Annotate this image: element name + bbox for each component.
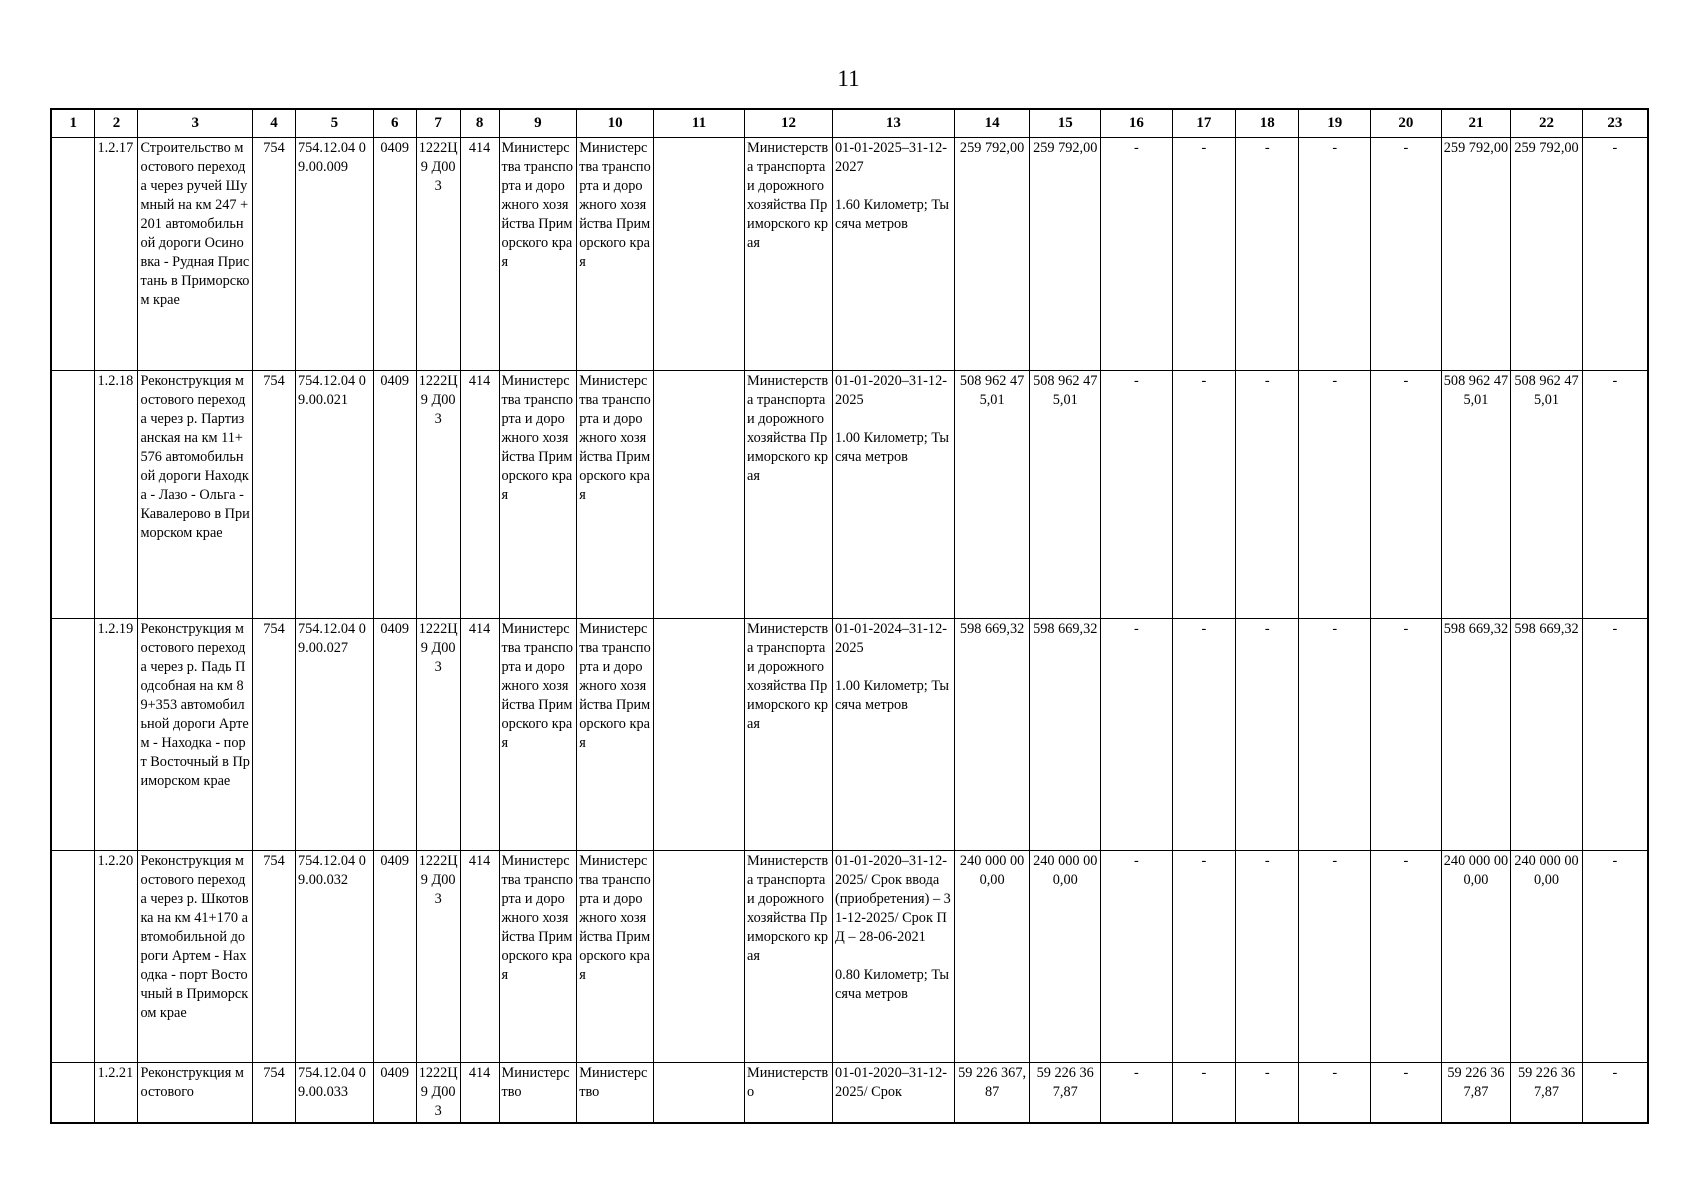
cell-col14: 240 000 000,00 bbox=[954, 851, 1030, 1063]
cell-col7: 1222Ц9 Д003 bbox=[416, 138, 460, 371]
cell-col1 bbox=[51, 1063, 95, 1124]
cell-col7: 1222Ц9 Д003 bbox=[416, 619, 460, 851]
table-row bbox=[51, 851, 1648, 1063]
cell-item-number: 1.2.17 bbox=[95, 138, 138, 371]
cell-col22: 508 962 475,01 bbox=[1511, 371, 1583, 619]
header-cell: 13 bbox=[833, 109, 955, 138]
cell-col18: - bbox=[1236, 371, 1299, 619]
cell-col23: - bbox=[1582, 619, 1648, 851]
cell-col5: 754.12.04 09.00.021 bbox=[295, 371, 373, 619]
cell-col18: - bbox=[1236, 851, 1299, 1063]
cell-col10: Министерства транспорта и дорожного хозяйства Приморского края bbox=[577, 138, 654, 371]
cell-object-name: Реконструкция мостового перехода через р. Падь Подсобная на км 89+353 автомобильной дороги Артем - Находка - порт Восточный в Приморском крае bbox=[138, 619, 253, 851]
cell-col22: 240 000 000,00 bbox=[1511, 851, 1583, 1063]
cell-col19: - bbox=[1299, 851, 1371, 1063]
header-cell: 6 bbox=[373, 109, 416, 138]
cell-col1 bbox=[51, 138, 95, 371]
header-cell: 2 bbox=[95, 109, 138, 138]
cell-col9: Министерства транспорта и дорожного хозяйства Приморского края bbox=[499, 851, 577, 1063]
cell-col8: 414 bbox=[460, 138, 499, 371]
cell-col4: 754 bbox=[253, 851, 296, 1063]
cell-col14: 598 669,32 bbox=[954, 619, 1030, 851]
cell-col17: - bbox=[1172, 851, 1235, 1063]
header-cell: 5 bbox=[295, 109, 373, 138]
cell-object-name: Реконструкция мостового перехода через р. Партизанская на км 11+576 автомобильной дороги Находка - Лазо - Ольга - Кавалерово в Приморском крае bbox=[138, 371, 253, 619]
cell-col6: 0409 bbox=[373, 851, 416, 1063]
header-cell: 21 bbox=[1441, 109, 1511, 138]
cell-col15: 598 669,32 bbox=[1030, 619, 1101, 851]
cell-col20: - bbox=[1371, 851, 1442, 1063]
header-cell: 20 bbox=[1371, 109, 1442, 138]
cell-col1 bbox=[51, 851, 95, 1063]
page-number: 11 bbox=[837, 66, 860, 91]
header-cell: 19 bbox=[1299, 109, 1371, 138]
cell-col23: - bbox=[1582, 371, 1648, 619]
cell-item-number: 1.2.19 bbox=[95, 619, 138, 851]
cell-col13: 01-01-2020–31-12-2025 1.00 Километр; Тысяча метров bbox=[833, 371, 955, 619]
cell-col6: 0409 bbox=[373, 138, 416, 371]
cell-col17: - bbox=[1172, 619, 1235, 851]
cell-col21: 598 669,32 bbox=[1441, 619, 1511, 851]
header-cell: 17 bbox=[1172, 109, 1235, 138]
cell-col5: 754.12.04 09.00.032 bbox=[295, 851, 373, 1063]
cell-col17: - bbox=[1172, 1063, 1235, 1124]
cell-col11 bbox=[654, 1063, 745, 1124]
header-row bbox=[51, 109, 1648, 138]
header-cell: 4 bbox=[253, 109, 296, 138]
header-cell: 23 bbox=[1582, 109, 1648, 138]
cell-col9: Министерства транспорта и дорожного хозяйства Приморского края bbox=[499, 619, 577, 851]
cell-item-number: 1.2.20 bbox=[95, 851, 138, 1063]
cell-col13: 01-01-2025–31-12-2027 1.60 Километр; Тысяча метров bbox=[833, 138, 955, 371]
cell-col22: 598 669,32 bbox=[1511, 619, 1583, 851]
cell-col20: - bbox=[1371, 619, 1442, 851]
cell-col22: 59 226 367,87 bbox=[1511, 1063, 1583, 1124]
cell-col18: - bbox=[1236, 619, 1299, 851]
cell-object-name: Строительство мостового перехода через ручей Шумный на км 247 + 201 автомобильной дороги Осиновка - Рудная Пристань в Приморском крае bbox=[138, 138, 253, 371]
cell-col9: Министерство bbox=[499, 1063, 577, 1124]
cell-col11 bbox=[654, 619, 745, 851]
cell-col21: 508 962 475,01 bbox=[1441, 371, 1511, 619]
cell-col11 bbox=[654, 138, 745, 371]
header-cell: 15 bbox=[1030, 109, 1101, 138]
cell-col6: 0409 bbox=[373, 1063, 416, 1124]
cell-col11 bbox=[654, 851, 745, 1063]
cell-col19: - bbox=[1299, 1063, 1371, 1124]
cell-col15: 240 000 000,00 bbox=[1030, 851, 1101, 1063]
cell-col10: Министерства транспорта и дорожного хозяйства Приморского края bbox=[577, 371, 654, 619]
cell-col5: 754.12.04 09.00.027 bbox=[295, 619, 373, 851]
cell-col21: 240 000 000,00 bbox=[1441, 851, 1511, 1063]
cell-col23: - bbox=[1582, 1063, 1648, 1124]
cell-col7: 1222Ц9 Д003 bbox=[416, 1063, 460, 1124]
cell-col20: - bbox=[1371, 138, 1442, 371]
cell-col13: 01-01-2020–31-12-2025/ Срок ввода (приобретения) – 31-12-2025/ Срок ПД – 28-06-2021 0.80 Километр; Тысяча метров bbox=[833, 851, 955, 1063]
cell-col7: 1222Ц9 Д003 bbox=[416, 851, 460, 1063]
cell-col12: Министерства транспорта и дорожного хозяйства Приморского края bbox=[745, 371, 833, 619]
cell-col12: Министерства транспорта и дорожного хозяйства Приморского края bbox=[745, 138, 833, 371]
cell-col11 bbox=[654, 371, 745, 619]
cell-col4: 754 bbox=[253, 138, 296, 371]
cell-col18: - bbox=[1236, 138, 1299, 371]
cell-col8: 414 bbox=[460, 1063, 499, 1124]
cell-col8: 414 bbox=[460, 371, 499, 619]
cell-col17: - bbox=[1172, 371, 1235, 619]
cell-col12: Министерства транспорта и дорожного хозяйства Приморского края bbox=[745, 851, 833, 1063]
header-cell: 14 bbox=[954, 109, 1030, 138]
cell-col5: 754.12.04 09.00.033 bbox=[295, 1063, 373, 1124]
cell-col1 bbox=[51, 371, 95, 619]
cell-col4: 754 bbox=[253, 371, 296, 619]
cell-col6: 0409 bbox=[373, 619, 416, 851]
cell-col15: 508 962 475,01 bbox=[1030, 371, 1101, 619]
cell-object-name: Реконструкция мостового перехода через р. Шкотовка на км 41+170 автомобильной дороги Артем - Находка - порт Восточный в Приморском крае bbox=[138, 851, 253, 1063]
header-cell: 1 bbox=[51, 109, 95, 138]
cell-col9: Министерства транспорта и дорожного хозяйства Приморского края bbox=[499, 371, 577, 619]
header-cell: 22 bbox=[1511, 109, 1583, 138]
cell-col23: - bbox=[1582, 851, 1648, 1063]
header-cell: 12 bbox=[745, 109, 833, 138]
cell-col23: - bbox=[1582, 138, 1648, 371]
cell-col13: 01-01-2020–31-12-2025/ Срок bbox=[833, 1063, 955, 1124]
cell-col21: 59 226 367,87 bbox=[1441, 1063, 1511, 1124]
header-cell: 7 bbox=[416, 109, 460, 138]
cell-col21: 259 792,00 bbox=[1441, 138, 1511, 371]
header-cell: 16 bbox=[1101, 109, 1173, 138]
cell-col16: - bbox=[1101, 371, 1173, 619]
cell-col22: 259 792,00 bbox=[1511, 138, 1583, 371]
cell-col4: 754 bbox=[253, 619, 296, 851]
header-cell: 9 bbox=[499, 109, 577, 138]
header-cell: 8 bbox=[460, 109, 499, 138]
cell-item-number: 1.2.18 bbox=[95, 371, 138, 619]
cell-col19: - bbox=[1299, 138, 1371, 371]
cell-col20: - bbox=[1371, 1063, 1442, 1124]
cell-col5: 754.12.04 09.00.009 bbox=[295, 138, 373, 371]
cell-col6: 0409 bbox=[373, 371, 416, 619]
cell-col14: 508 962 475,01 bbox=[954, 371, 1030, 619]
cell-col16: - bbox=[1101, 851, 1173, 1063]
cell-col1 bbox=[51, 619, 95, 851]
header-cell: 18 bbox=[1236, 109, 1299, 138]
table-row bbox=[51, 371, 1648, 619]
cell-col12: Министерства транспорта и дорожного хозяйства Приморского края bbox=[745, 619, 833, 851]
cell-col16: - bbox=[1101, 138, 1173, 371]
table-row bbox=[51, 1063, 1648, 1124]
table-row bbox=[51, 138, 1648, 371]
cell-col14: 59 226 367,87 bbox=[954, 1063, 1030, 1124]
cell-col16: - bbox=[1101, 1063, 1173, 1124]
cell-col16: - bbox=[1101, 619, 1173, 851]
cell-col10: Министерства транспорта и дорожного хозяйства Приморского края bbox=[577, 851, 654, 1063]
cell-item-number: 1.2.21 bbox=[95, 1063, 138, 1124]
cell-col9: Министерства транспорта и дорожного хозяйства Приморского края bbox=[499, 138, 577, 371]
registry-table bbox=[50, 108, 1649, 1124]
header-cell: 3 bbox=[138, 109, 253, 138]
cell-col18: - bbox=[1236, 1063, 1299, 1124]
cell-col4: 754 bbox=[253, 1063, 296, 1124]
cell-col10: Министерство bbox=[577, 1063, 654, 1124]
cell-col13: 01-01-2024–31-12-2025 1.00 Километр; Тысяча метров bbox=[833, 619, 955, 851]
cell-col20: - bbox=[1371, 371, 1442, 619]
header-cell: 11 bbox=[654, 109, 745, 138]
cell-col10: Министерства транспорта и дорожного хозяйства Приморского края bbox=[577, 619, 654, 851]
cell-object-name: Реконструкция мостового bbox=[138, 1063, 253, 1124]
cell-col19: - bbox=[1299, 619, 1371, 851]
cell-col8: 414 bbox=[460, 619, 499, 851]
cell-col8: 414 bbox=[460, 851, 499, 1063]
header-cell: 10 bbox=[577, 109, 654, 138]
cell-col12: Министерство bbox=[745, 1063, 833, 1124]
cell-col7: 1222Ц9 Д003 bbox=[416, 371, 460, 619]
cell-col15: 59 226 367,87 bbox=[1030, 1063, 1101, 1124]
cell-col15: 259 792,00 bbox=[1030, 138, 1101, 371]
cell-col14: 259 792,00 bbox=[954, 138, 1030, 371]
cell-col19: - bbox=[1299, 371, 1371, 619]
cell-col17: - bbox=[1172, 138, 1235, 371]
table-row bbox=[51, 619, 1648, 851]
